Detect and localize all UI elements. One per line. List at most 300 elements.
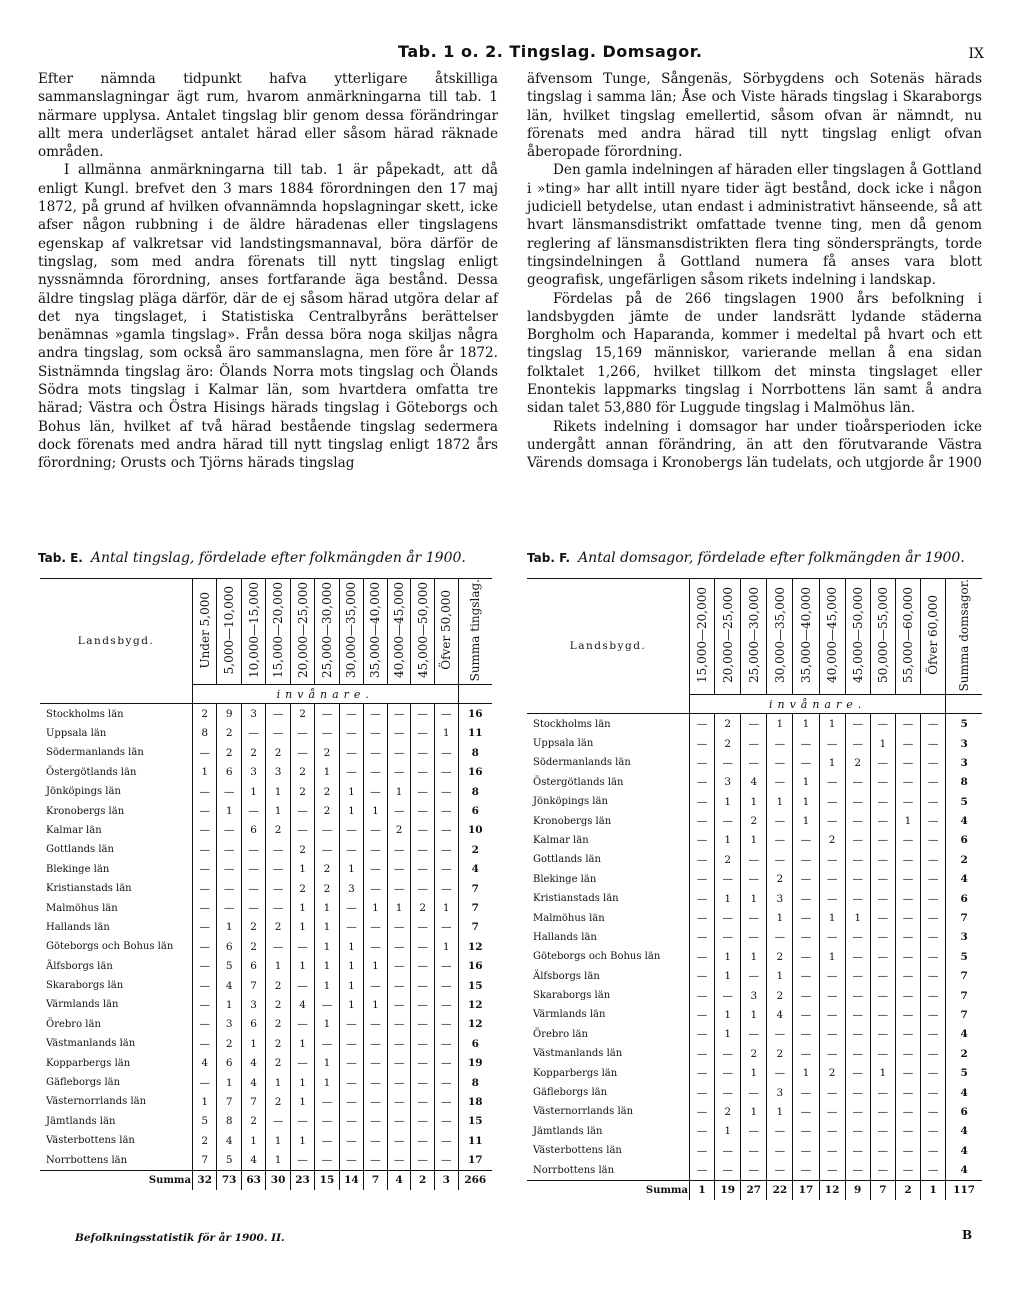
table-row bbox=[40, 1112, 492, 1131]
table-cell: — bbox=[845, 889, 870, 908]
table-cell: — bbox=[193, 840, 217, 859]
signature-letter: B bbox=[962, 1228, 973, 1242]
table-cell: — bbox=[434, 763, 458, 782]
table-cell: 1 bbox=[315, 976, 339, 995]
table-cell: — bbox=[290, 1112, 314, 1131]
table-cell: 1 bbox=[217, 995, 241, 1014]
table-cell: — bbox=[315, 1150, 339, 1170]
table-cell: — bbox=[921, 773, 946, 792]
table-cell: — bbox=[741, 1160, 767, 1180]
table-cell: — bbox=[387, 840, 411, 859]
table-cell: — bbox=[793, 928, 819, 947]
table-cell: 1 bbox=[715, 1025, 741, 1044]
table-cell: 3 bbox=[767, 889, 793, 908]
table-cell: — bbox=[741, 870, 767, 889]
table-cell: 6 bbox=[946, 831, 982, 850]
table-cell: — bbox=[690, 811, 715, 830]
table-cell: — bbox=[690, 870, 715, 889]
table-row bbox=[40, 1053, 492, 1072]
table-cell: 2 bbox=[315, 743, 339, 762]
table-cell: — bbox=[411, 1015, 435, 1034]
table-cell: 2 bbox=[387, 821, 411, 840]
table-cell: — bbox=[819, 986, 845, 1005]
table-cell: 4 bbox=[946, 1160, 982, 1180]
table-cell: 2 bbox=[767, 986, 793, 1005]
table-cell: 2 bbox=[266, 743, 290, 762]
table-cell: — bbox=[364, 840, 388, 859]
table-cell: — bbox=[845, 1141, 870, 1160]
table-cell: — bbox=[690, 908, 715, 927]
table-row bbox=[40, 860, 492, 879]
table-cell: 2 bbox=[458, 840, 492, 859]
table-cell: — bbox=[819, 1160, 845, 1180]
table-cell: — bbox=[364, 763, 388, 782]
table-cell: 1 bbox=[793, 1063, 819, 1082]
table-cell: 4 bbox=[290, 995, 314, 1014]
table-cell: 2 bbox=[241, 918, 265, 937]
table-e bbox=[40, 578, 492, 1190]
table-cell: — bbox=[767, 1160, 793, 1180]
table-cell: 12 bbox=[458, 995, 492, 1014]
table-cell: 1 bbox=[741, 889, 767, 908]
table-cell: 1 bbox=[315, 956, 339, 975]
table-cell: — bbox=[241, 879, 265, 898]
table-cell: 4 bbox=[946, 1083, 982, 1102]
table-cell: 6 bbox=[946, 889, 982, 908]
table-cell: 7 bbox=[458, 879, 492, 898]
county-name: Östergötlands län bbox=[46, 766, 137, 778]
table-e-label: Tab. E. bbox=[38, 551, 83, 565]
table-cell: — bbox=[266, 724, 290, 743]
table-cell: 2 bbox=[715, 1102, 741, 1121]
table-cell: — bbox=[315, 724, 339, 743]
table-cell: — bbox=[434, 976, 458, 995]
table-cell: — bbox=[819, 928, 845, 947]
table-f-caption bbox=[527, 550, 965, 566]
table-cell: 1 bbox=[241, 1034, 265, 1053]
table-cell: 4 bbox=[193, 1053, 217, 1072]
table-cell: — bbox=[921, 734, 946, 753]
table-cell: — bbox=[434, 1034, 458, 1053]
table-cell: 1 bbox=[767, 714, 793, 734]
table-cell: 11 bbox=[458, 724, 492, 743]
table-cell: 2 bbox=[241, 937, 265, 956]
column-header: Öfver 60,000 bbox=[926, 595, 941, 676]
table-cell: 2 bbox=[411, 1170, 435, 1190]
table-cell: — bbox=[315, 1092, 339, 1111]
table-cell: 4 bbox=[946, 1025, 982, 1044]
table-cell: — bbox=[364, 976, 388, 995]
table-cell: 2 bbox=[217, 1034, 241, 1053]
column-header: Öfver 50,000 bbox=[439, 590, 454, 671]
table-cell: 2 bbox=[767, 1044, 793, 1063]
table-cell: 1 bbox=[266, 956, 290, 975]
total-row bbox=[527, 1180, 982, 1200]
table-cell: — bbox=[339, 1015, 363, 1034]
table-cell: — bbox=[767, 1122, 793, 1141]
table-cell: — bbox=[870, 1083, 895, 1102]
county-name: Kopparbergs län bbox=[46, 1057, 131, 1069]
column-header: 25,000—30,000 bbox=[319, 582, 334, 679]
table-cell: — bbox=[411, 821, 435, 840]
table-cell: 1 bbox=[217, 918, 241, 937]
table-cell: — bbox=[870, 850, 895, 869]
table-cell: — bbox=[266, 879, 290, 898]
table-cell: — bbox=[411, 704, 435, 724]
table-cell: 2 bbox=[411, 898, 435, 917]
table-cell: — bbox=[193, 995, 217, 1014]
table-cell: — bbox=[411, 743, 435, 762]
county-name: Kristianstads län bbox=[46, 883, 132, 895]
table-cell: 12 bbox=[458, 937, 492, 956]
column-header: Under 5,000 bbox=[197, 591, 212, 669]
table-cell: 4 bbox=[387, 1170, 411, 1190]
table-cell: — bbox=[895, 947, 920, 966]
table-cell: 19 bbox=[458, 1053, 492, 1072]
column-header: 5,000—10,000 bbox=[222, 586, 237, 675]
table-cell: — bbox=[411, 1112, 435, 1131]
table-cell: — bbox=[193, 918, 217, 937]
table-cell: — bbox=[434, 995, 458, 1014]
table-cell: — bbox=[845, 1044, 870, 1063]
table-cell: 15 bbox=[315, 1170, 339, 1190]
table-cell: — bbox=[921, 1083, 946, 1102]
county-name: Gottlands län bbox=[46, 844, 114, 856]
table-cell: — bbox=[411, 840, 435, 859]
table-cell: — bbox=[193, 879, 217, 898]
table-row bbox=[40, 976, 492, 995]
table-cell: — bbox=[364, 1112, 388, 1131]
column-header: 30,000—35,000 bbox=[344, 582, 359, 679]
table-cell: 6 bbox=[458, 801, 492, 820]
table-cell: — bbox=[921, 850, 946, 869]
table-cell: — bbox=[819, 850, 845, 869]
table-cell: 1 bbox=[921, 1180, 946, 1200]
table-cell: — bbox=[339, 821, 363, 840]
running-header: Tab. 1 o. 2. Tingslag. Domsagor. bbox=[398, 42, 703, 61]
table-f-label: Tab. F. bbox=[527, 551, 571, 565]
table-cell: — bbox=[364, 1034, 388, 1053]
table-cell: 1 bbox=[715, 947, 741, 966]
table-cell: — bbox=[434, 1112, 458, 1131]
table-cell: — bbox=[690, 773, 715, 792]
table-cell: — bbox=[193, 860, 217, 879]
table-cell: — bbox=[819, 734, 845, 753]
table-cell: — bbox=[315, 704, 339, 724]
table-cell: 3 bbox=[434, 1170, 458, 1190]
table-cell: — bbox=[921, 889, 946, 908]
table-cell: — bbox=[364, 860, 388, 879]
unit-label: invånare. bbox=[690, 695, 946, 714]
table-cell: 10 bbox=[458, 821, 492, 840]
table-row bbox=[527, 850, 982, 869]
table-cell: 7 bbox=[241, 1092, 265, 1111]
table-cell: — bbox=[793, 1005, 819, 1024]
table-cell: 5 bbox=[946, 947, 982, 966]
table-cell: 1 bbox=[315, 898, 339, 917]
table-cell: — bbox=[895, 773, 920, 792]
table-row bbox=[40, 918, 492, 937]
table-cell: 1 bbox=[434, 898, 458, 917]
table-cell: 32 bbox=[193, 1170, 217, 1190]
table-cell: — bbox=[411, 1150, 435, 1170]
table-cell: — bbox=[217, 821, 241, 840]
county-name: Göteborgs och Bohus län bbox=[533, 951, 661, 963]
table-cell: 6 bbox=[241, 956, 265, 975]
table-cell: — bbox=[339, 1034, 363, 1053]
table-cell: — bbox=[715, 753, 741, 772]
table-cell: — bbox=[690, 850, 715, 869]
table-cell: — bbox=[387, 976, 411, 995]
table-cell: — bbox=[315, 821, 339, 840]
table-cell: — bbox=[921, 986, 946, 1005]
table-row bbox=[527, 1160, 982, 1180]
table-cell: — bbox=[290, 724, 314, 743]
county-name: Västerbottens län bbox=[46, 1135, 135, 1147]
table-cell: — bbox=[819, 1122, 845, 1141]
table-cell: — bbox=[793, 1160, 819, 1180]
table-cell: — bbox=[819, 967, 845, 986]
table-cell: 1 bbox=[339, 860, 363, 879]
table-cell: — bbox=[870, 967, 895, 986]
table-cell: — bbox=[895, 870, 920, 889]
table-cell: — bbox=[387, 995, 411, 1014]
table-e-caption bbox=[38, 550, 466, 566]
table-cell: 1 bbox=[434, 724, 458, 743]
table-cell: 8 bbox=[946, 773, 982, 792]
column-header: 35,000—40,000 bbox=[368, 582, 383, 679]
table-cell: — bbox=[895, 734, 920, 753]
table-cell: 3 bbox=[241, 995, 265, 1014]
page-number: IX bbox=[968, 46, 984, 62]
footer-source: Befolkningsstatistik för år 1900. II. bbox=[75, 1232, 285, 1244]
table-cell: — bbox=[193, 937, 217, 956]
county-name: Jönköpings län bbox=[533, 796, 608, 808]
table-row bbox=[527, 792, 982, 811]
county-name: Gottlands län bbox=[533, 854, 601, 866]
table-cell: — bbox=[690, 1005, 715, 1024]
table-cell: — bbox=[690, 1083, 715, 1102]
table-row bbox=[527, 753, 982, 772]
table-cell: — bbox=[434, 743, 458, 762]
table-cell: — bbox=[845, 1102, 870, 1121]
table-cell: 1 bbox=[290, 860, 314, 879]
table-cell: 3 bbox=[241, 763, 265, 782]
table-cell: — bbox=[870, 1160, 895, 1180]
county-name: Jämtlands län bbox=[533, 1125, 603, 1137]
table-cell: — bbox=[434, 956, 458, 975]
table-cell: — bbox=[870, 1102, 895, 1121]
table-row bbox=[527, 889, 982, 908]
table-cell: 3 bbox=[241, 704, 265, 724]
table-f-title: Antal domsagor, fördelade efter folkmängden år 1900. bbox=[578, 550, 965, 566]
table-cell: 9 bbox=[845, 1180, 870, 1200]
table-cell: — bbox=[870, 870, 895, 889]
table-cell: — bbox=[290, 976, 314, 995]
table-cell: — bbox=[690, 947, 715, 966]
table-cell: 5 bbox=[217, 956, 241, 975]
table-cell: 4 bbox=[946, 870, 982, 889]
table-row bbox=[527, 870, 982, 889]
table-cell: — bbox=[339, 1092, 363, 1111]
table-cell: — bbox=[845, 870, 870, 889]
table-cell: — bbox=[364, 937, 388, 956]
table-cell: — bbox=[266, 704, 290, 724]
table-cell: 4 bbox=[217, 1131, 241, 1150]
table-cell: — bbox=[434, 860, 458, 879]
table-cell: — bbox=[793, 947, 819, 966]
table-cell: 4 bbox=[946, 1122, 982, 1141]
table-cell: — bbox=[690, 967, 715, 986]
table-cell: — bbox=[266, 860, 290, 879]
table-row bbox=[40, 743, 492, 762]
table-cell: 6 bbox=[458, 1034, 492, 1053]
table-cell: 1 bbox=[339, 976, 363, 995]
table-cell: — bbox=[767, 773, 793, 792]
table-cell: — bbox=[690, 1160, 715, 1180]
table-cell: — bbox=[870, 947, 895, 966]
table-cell: — bbox=[411, 763, 435, 782]
table-cell: — bbox=[387, 743, 411, 762]
table-cell: 3 bbox=[715, 773, 741, 792]
table-cell: 1 bbox=[690, 1180, 715, 1200]
county-name: Västernorrlands län bbox=[533, 1106, 634, 1118]
table-cell: 1 bbox=[767, 1102, 793, 1121]
table-row bbox=[527, 1083, 982, 1102]
table-cell: — bbox=[364, 1073, 388, 1092]
table-cell: — bbox=[290, 1053, 314, 1072]
table-cell: — bbox=[845, 928, 870, 947]
column-header: Summa tingslag. bbox=[468, 579, 483, 682]
table-cell: — bbox=[845, 714, 870, 734]
county-name: Göteborgs och Bohus län bbox=[46, 941, 174, 953]
table-cell: — bbox=[845, 792, 870, 811]
table-cell: — bbox=[315, 1112, 339, 1131]
table-row bbox=[527, 1141, 982, 1160]
table-cell: 1 bbox=[364, 801, 388, 820]
table-cell: — bbox=[315, 1131, 339, 1150]
table-cell: — bbox=[217, 782, 241, 801]
table-cell: — bbox=[870, 773, 895, 792]
table-cell: — bbox=[715, 1063, 741, 1082]
table-cell: — bbox=[793, 1122, 819, 1141]
table-cell: — bbox=[741, 1083, 767, 1102]
table-cell: 1 bbox=[434, 937, 458, 956]
table-cell: — bbox=[793, 753, 819, 772]
table-cell: — bbox=[715, 1141, 741, 1160]
table-cell: — bbox=[895, 1102, 920, 1121]
table-cell: — bbox=[387, 801, 411, 820]
right-paragraph: Rikets indelning i domsagor har under tioårsperioden icke undergått annan förändring, än att den förutvarande Västra Värends domsaga i Kronobergs län tudelats, och utgjorde år 1900 bbox=[527, 418, 982, 472]
table-cell: 1 bbox=[315, 937, 339, 956]
table-cell: — bbox=[921, 1102, 946, 1121]
table-cell: — bbox=[315, 840, 339, 859]
table-cell: — bbox=[290, 743, 314, 762]
table-cell: — bbox=[819, 1102, 845, 1121]
table-cell: — bbox=[387, 1112, 411, 1131]
table-cell: — bbox=[870, 792, 895, 811]
table-cell: 7 bbox=[946, 908, 982, 927]
table-cell: — bbox=[290, 1015, 314, 1034]
table-cell: — bbox=[241, 860, 265, 879]
table-cell: — bbox=[767, 753, 793, 772]
table-cell: — bbox=[870, 1122, 895, 1141]
table-cell: 1 bbox=[266, 782, 290, 801]
table-cell: — bbox=[819, 1005, 845, 1024]
county-name: Norrbottens län bbox=[533, 1164, 615, 1176]
table-cell: 2 bbox=[290, 763, 314, 782]
table-cell: — bbox=[895, 831, 920, 850]
table-cell: — bbox=[819, 792, 845, 811]
county-name: Hallands län bbox=[46, 921, 110, 933]
table-cell: — bbox=[845, 947, 870, 966]
table-row bbox=[40, 782, 492, 801]
table-cell: 6 bbox=[241, 1015, 265, 1034]
unit-label: invånare. bbox=[193, 685, 459, 704]
table-cell: — bbox=[217, 898, 241, 917]
table-cell: — bbox=[845, 1160, 870, 1180]
county-name: Uppsala län bbox=[46, 727, 107, 739]
table-cell: — bbox=[921, 1122, 946, 1141]
table-cell: — bbox=[364, 743, 388, 762]
table-row bbox=[40, 1015, 492, 1034]
table-cell: 2 bbox=[266, 995, 290, 1014]
table-cell: 1 bbox=[315, 918, 339, 937]
table-cell: — bbox=[921, 1025, 946, 1044]
table-cell: — bbox=[870, 1044, 895, 1063]
county-name: Västerbottens län bbox=[533, 1145, 622, 1157]
table-cell: — bbox=[434, 821, 458, 840]
county-name: Värmlands län bbox=[46, 999, 119, 1011]
table-cell: — bbox=[434, 1073, 458, 1092]
left-paragraph: I allmänna anmärkningarna till tab. 1 är påpekadt, att då enligt Kungl. brefvet den 3 mars 1884 förordningen den 17 maj 1872, på grund af hvilken ofvannämnda hopslagningar skett, icke afser någon rubbning i de äldre häradenas eller tingslagens egenskap af valkretsar vid landstingsmannaval, böra därför de tingslag, som med andra förenats till nytt tingslag enligt nyssnämnda förordning, anses fortfarande äga bestånd. Dessa äldre tingslag pläga därför, där de ej såsom härad utgöra delar af det nya tingslaget, i Statistiska Centralbyråns berättelser benämnas »gamla tingslag». Från dessa böra noga skiljas några andra tingslag, som också äro sammanslagna, men före år 1872. Sistnämnda tingslag äro: Ölands Norra mots tingslag och Ölands Södra mots tingslag i Kalmar län, som hvartdera omfatta tre härad; Västra och Östra Hisings härads tingslag i Göteborgs och Bohus län, hvilket af två härad bestående tingslag sedermera dock förenats med andra härad till nytt tingslag enligt 1872 års förordning; Orusts och Tjörns härads tingslag bbox=[38, 162, 498, 472]
table-cell: — bbox=[387, 1034, 411, 1053]
table-cell: 1 bbox=[715, 1005, 741, 1024]
table-cell: 117 bbox=[946, 1180, 982, 1200]
table-cell: — bbox=[793, 986, 819, 1005]
table-cell: — bbox=[921, 908, 946, 927]
table-cell: 7 bbox=[946, 1005, 982, 1024]
table-cell: 4 bbox=[946, 811, 982, 830]
table-cell: — bbox=[411, 879, 435, 898]
table-row bbox=[527, 947, 982, 966]
table-cell: — bbox=[339, 763, 363, 782]
table-cell: — bbox=[387, 1150, 411, 1170]
table-cell: 1 bbox=[364, 956, 388, 975]
table-cell: 5 bbox=[193, 1112, 217, 1131]
table-cell: — bbox=[411, 782, 435, 801]
column-header: 45,000—50,000 bbox=[850, 587, 865, 684]
table-cell: 2 bbox=[241, 1112, 265, 1131]
table-cell: — bbox=[411, 937, 435, 956]
table-cell: 2 bbox=[315, 860, 339, 879]
table-cell: 2 bbox=[767, 947, 793, 966]
table-cell: — bbox=[845, 1005, 870, 1024]
table-cell: — bbox=[411, 724, 435, 743]
county-name: Östergötlands län bbox=[533, 776, 624, 788]
table-cell: 2 bbox=[290, 840, 314, 859]
column-header: 35,000—40,000 bbox=[798, 587, 813, 684]
table-cell: 1 bbox=[715, 792, 741, 811]
table-cell: — bbox=[870, 1141, 895, 1160]
table-cell: 5 bbox=[946, 714, 982, 734]
table-cell: — bbox=[819, 1083, 845, 1102]
county-name: Jönköpings län bbox=[46, 786, 121, 798]
table-cell: — bbox=[767, 928, 793, 947]
table-cell: — bbox=[715, 870, 741, 889]
table-cell: 1 bbox=[793, 773, 819, 792]
table-cell: 14 bbox=[339, 1170, 363, 1190]
